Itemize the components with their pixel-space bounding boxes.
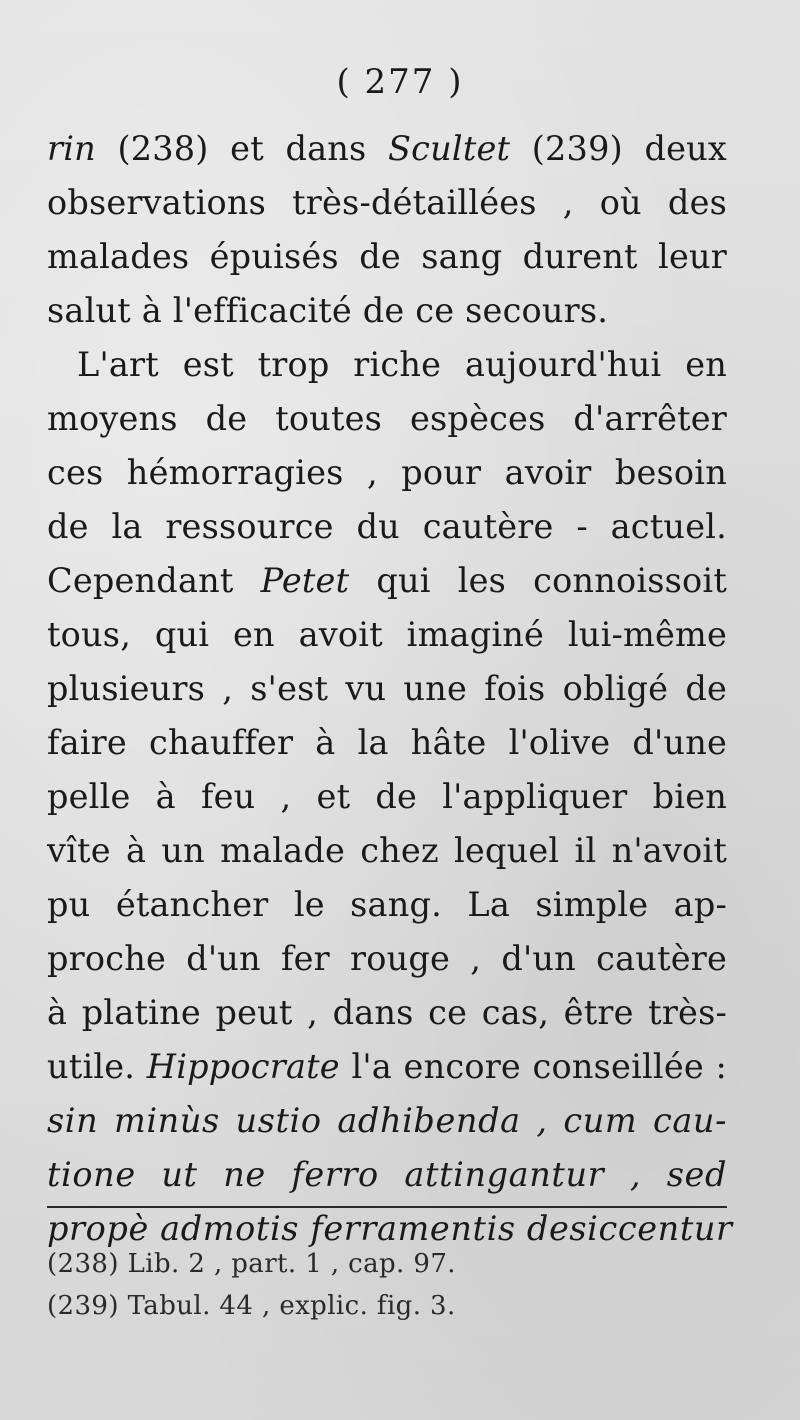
text-line <box>47 932 727 986</box>
page-number: ( 277 ) <box>336 62 464 102</box>
italic-name: Scultet <box>388 129 511 168</box>
text-line <box>47 230 727 284</box>
italic-name: Hippocrate <box>146 1047 340 1086</box>
text-fragment: malades épuisés de sang durent leur <box>47 237 727 276</box>
text-line <box>47 122 727 176</box>
text-line <box>47 392 727 446</box>
text-fragment: L'art est trop riche aujourd'hui en <box>77 345 727 384</box>
body-text <box>47 122 733 1256</box>
text-line <box>47 662 727 716</box>
text-line <box>47 824 727 878</box>
text-fragment: ces hémorragies , pour avoir besoin <box>47 453 727 492</box>
text-fragment: proche d'un fer rouge , d'un cautère <box>47 939 727 978</box>
footnote-239: (239) Tabul. 44 , explic. fig. 3. <box>47 1291 456 1321</box>
text-fragment: sin minùs ustio adhibenda , cum cau- <box>47 1101 727 1140</box>
text-fragment: tione ut ne ferro attingantur , sed <box>47 1155 727 1194</box>
text-line <box>47 284 727 338</box>
footnote-238: (238) Lib. 2 , part. 1 , cap. 97. <box>47 1249 456 1279</box>
text-line <box>47 500 727 554</box>
text-fragment: à platine peut , dans ce cas, être très- <box>47 993 727 1032</box>
text-line <box>47 554 727 608</box>
text-fragment: plusieurs , s'est vu une fois obligé de <box>47 669 727 708</box>
text-fragment: qui les connoissoit <box>349 561 727 600</box>
text-fragment: propè admotis ferramentis desiccentur <box>47 1209 733 1248</box>
text-fragment: (239) deux <box>510 129 727 168</box>
italic-name: rin <box>47 129 96 168</box>
text-fragment: l'a encore conseillée : <box>339 1047 727 1086</box>
text-fragment: (238) et dans <box>95 129 389 168</box>
text-fragment: utile. <box>47 1047 147 1086</box>
text-line <box>47 446 727 500</box>
text-fragment: faire chauffer à la hâte l'olive d'une <box>47 723 727 762</box>
text-fragment: moyens de toutes espèces d'arrêter <box>47 399 727 438</box>
text-fragment: pu étancher le sang. La simple ap- <box>47 885 727 924</box>
text-line <box>47 770 727 824</box>
text-line <box>47 608 727 662</box>
footnote-rule <box>47 1206 727 1208</box>
text-line <box>47 1040 727 1094</box>
text-line <box>47 986 727 1040</box>
text-fragment: pelle à feu , et de l'appliquer bien <box>47 777 727 816</box>
text-line <box>47 1094 727 1148</box>
footnotes <box>47 1243 727 1327</box>
text-line <box>47 1148 727 1202</box>
text-fragment: de la ressource du cautère - actuel. <box>47 507 727 546</box>
text-line <box>47 338 727 392</box>
text-line <box>47 716 727 770</box>
text-fragment: vîte à un malade chez lequel il n'avoit <box>47 831 727 870</box>
text-line <box>47 176 727 230</box>
text-fragment: observations très-détaillées , où des <box>47 183 727 222</box>
italic-name: Petet <box>260 561 350 600</box>
text-fragment: tous, qui en avoit imaginé lui-même <box>47 615 727 654</box>
text-fragment: Cependant <box>47 561 261 600</box>
text-line <box>47 878 727 932</box>
text-fragment: salut à l'efficacité de ce secours. <box>47 291 609 330</box>
